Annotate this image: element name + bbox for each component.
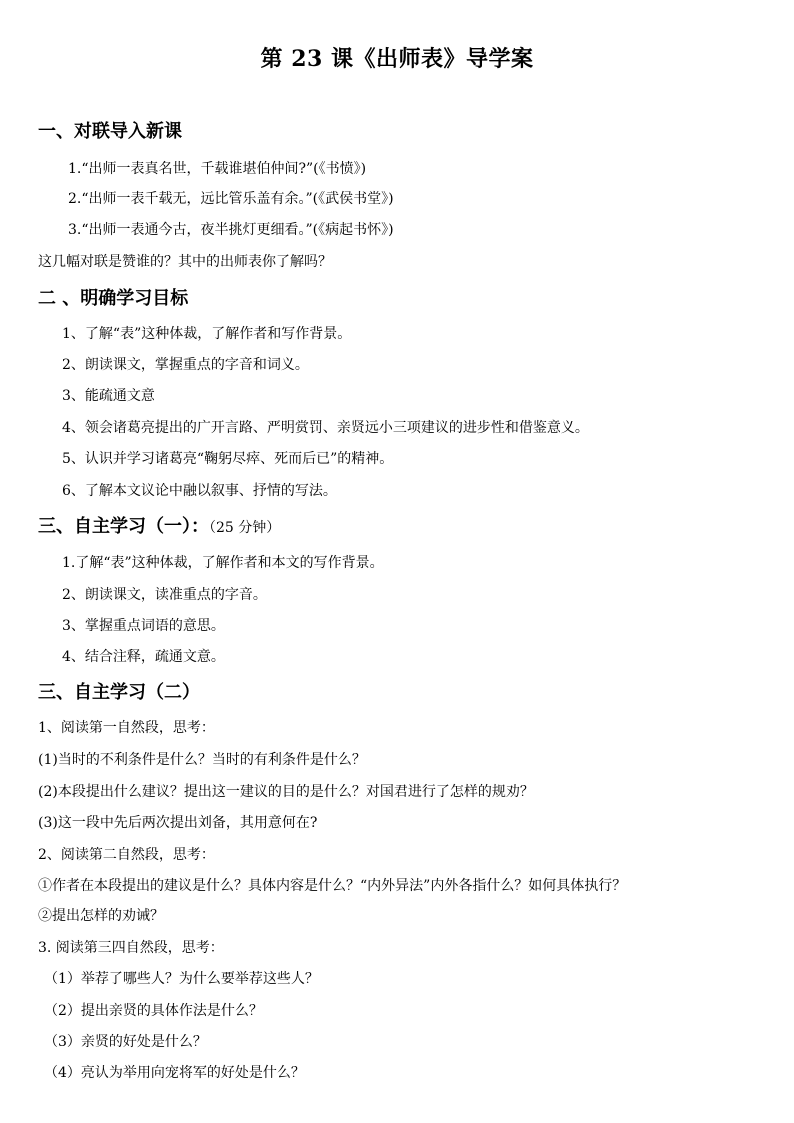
couplet-line-2: 2.“出师一表千载无，远比管乐盖有余。”(《武侯书堂》) bbox=[68, 191, 394, 207]
section-heading-intro: 一、对联导入新课 bbox=[38, 121, 182, 142]
self-study-1-time: （25 分钟） bbox=[209, 520, 281, 536]
goal-item-4: 4、领会诸葛亮提出的广开言路、严明赏罚、亲贤远小三项建议的进步性和借鉴意义。 bbox=[62, 420, 589, 436]
study-line-2: (1)当时的不利条件是什么？当时的有利条件是什么？ bbox=[38, 752, 366, 768]
study-line-3: (2)本段提出什么建议？提出这一建议的目的是什么？对国君进行了怎样的规劝？ bbox=[38, 784, 534, 800]
section-heading-self-study-2: 三、自主学习（二） bbox=[38, 682, 200, 703]
page-title: 第 23 课《出师表》导学案 bbox=[260, 46, 534, 72]
self-study-1-title: 三、自主学习（一）： bbox=[38, 516, 209, 537]
study-line-4: (3)这一段中先后两次提出刘备，其用意何在? bbox=[38, 815, 318, 831]
study-line-10: （2）提出亲贤的具体作法是什么？ bbox=[44, 1003, 263, 1019]
study-line-5: 2、阅读第二自然段，思考： bbox=[38, 847, 215, 863]
self-study-1-item-1: 1.了解“表”这种体裁，了解作者和本文的写作背景。 bbox=[62, 555, 384, 571]
study-line-6: ①作者在本段提出的建议是什么？具体内容是什么？“内外异法”内外各指什么？如何具体执行？ bbox=[38, 878, 627, 894]
goal-item-3: 3、能疏通文意 bbox=[62, 388, 155, 404]
self-study-1-item-4: 4、结合注释，疏通文意。 bbox=[62, 649, 225, 665]
goal-item-5: 5、认识并学习诸葛亮“鞠躬尽瘁、死而后已”的精神。 bbox=[62, 451, 394, 467]
goal-item-2: 2、朗读课文，掌握重点的字音和词义。 bbox=[62, 357, 309, 373]
self-study-1-item-3: 3、掌握重点词语的意思。 bbox=[62, 618, 225, 634]
section-heading-goals: 二 、明确学习目标 bbox=[38, 288, 189, 309]
study-line-7: ②提出怎样的劝诫？ bbox=[38, 908, 164, 924]
study-line-12: （4）亮认为举用向宠将军的好处是什么？ bbox=[44, 1065, 305, 1081]
study-line-1: 1、阅读第一自然段，思考： bbox=[38, 720, 215, 736]
couplet-line-3: 3.“出师一表通今古，夜半挑灯更细看。”(《病起书怀》) bbox=[68, 222, 394, 238]
self-study-1-item-2: 2、朗读课文，读准重点的字音。 bbox=[62, 587, 267, 603]
study-line-11: （3）亲贤的好处是什么？ bbox=[44, 1034, 207, 1050]
study-line-9: （1）举荐了哪些人？为什么要举荐这些人？ bbox=[44, 971, 319, 987]
goal-item-1: 1、了解“表”这种体裁，了解作者和写作背景。 bbox=[62, 326, 352, 342]
couplet-line-1: 1.“出师一表真名世，千载谁堪伯仲间?”(《书愤》) bbox=[68, 161, 367, 177]
goal-item-6: 6、了解本文议论中融以叙事、抒情的写法。 bbox=[62, 483, 337, 499]
section-heading-self-study-1 bbox=[38, 515, 280, 540]
intro-question: 这几幅对联是赞谁的？其中的出师表你了解吗？ bbox=[38, 254, 332, 270]
study-line-8: 3. 阅读第三四自然段，思考： bbox=[38, 940, 224, 956]
